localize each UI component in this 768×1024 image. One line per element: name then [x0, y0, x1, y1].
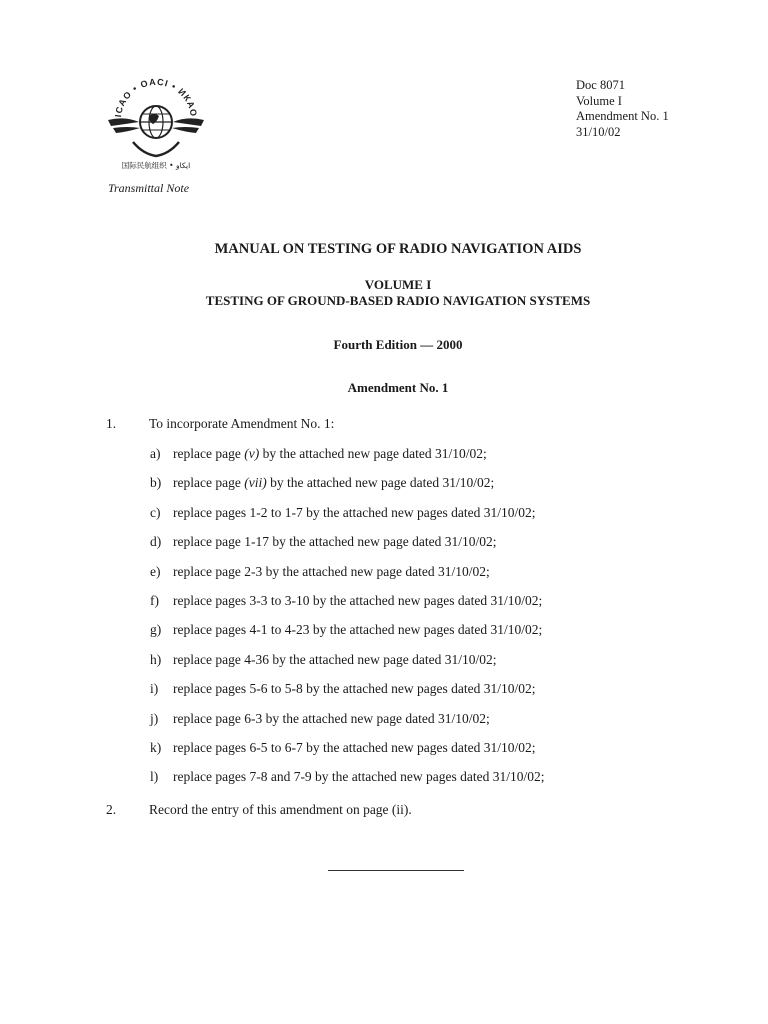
list-item [150, 652, 497, 668]
doc-amendment: Amendment No. 1 [576, 109, 669, 123]
logo-top-text: ICAO • OACI • ИКАО [113, 76, 200, 118]
list-item [150, 681, 536, 697]
section-text-2: Record the entry of this amendment on page (ii). [149, 802, 412, 817]
list-item-text-end: by the attached new page dated 31/10/02; [259, 446, 487, 461]
list-item-text: replace pages 1-2 to 1-7 by the attached new pages dated 31/10/02; [173, 504, 536, 520]
list-item-page-ref: (v) [244, 446, 260, 461]
closing-rule [328, 870, 464, 871]
list-item-label: a) [150, 446, 161, 461]
list-item [150, 769, 545, 785]
section-number-1: 1. [106, 416, 117, 431]
list-item [150, 446, 487, 462]
list-item [150, 740, 536, 756]
list-item-page-ref: (vii) [244, 475, 267, 491]
list-item-text: replace page 2-3 by the attached new page dated 31/10/02; [173, 563, 490, 579]
volume-subtitle: TESTING OF GROUND-BASED RADIO NAVIGATION SYSTEMS [205, 293, 591, 308]
list-item [150, 564, 490, 580]
list-item-label: b) [150, 475, 162, 491]
list-item-label: k) [150, 740, 162, 755]
list-item-label: e) [150, 563, 161, 579]
list-item-text: replace pages 4-1 to 4-23 by the attached new pages dated 31/10/02; [173, 622, 543, 638]
amendment-heading: Amendment No. 1 [347, 380, 449, 395]
list-item-text: replace pages 5-6 to 5-8 by the attached new pages dated 31/10/02; [173, 681, 536, 697]
doc-date: 31/10/02 [576, 124, 621, 139]
list-item-text: replace page [173, 446, 245, 461]
section-text-1: To incorporate Amendment No. 1: [149, 416, 335, 431]
list-item-text: replace page 6-3 by the attached new page dated 31/10/02; [173, 710, 490, 726]
icao-emblem-icon [103, 72, 209, 172]
edition-heading: Fourth Edition — 2000 [333, 337, 463, 352]
list-item-label: j) [150, 710, 159, 726]
list-item-text: replace page 1-17 by the attached new page dated 31/10/02; [173, 534, 497, 550]
list-item-text: replace pages 3-3 to 3-10 by the attached new pages dated 31/10/02; [173, 593, 543, 608]
volume-title: VOLUME I [364, 277, 432, 292]
list-item-label: l) [150, 769, 159, 785]
list-item-label: c) [150, 504, 161, 520]
list-item-text: replace page [173, 475, 245, 491]
list-item-label: d) [150, 534, 162, 550]
svg-text:ICAO • OACI • ИКАО [113, 77, 199, 118]
manual-title: MANUAL ON TESTING OF RADIO NAVIGATION AIDS [214, 241, 582, 257]
list-item-label: g) [150, 622, 162, 638]
list-item-text: replace pages 6-5 to 6-7 by the attached new pages dated 31/10/02; [173, 740, 536, 755]
list-item-text: replace pages 7-8 and 7-9 by the attached new pages dated 31/10/02; [173, 769, 545, 785]
list-item-text-end: by the attached new page dated 31/10/02; [266, 475, 495, 491]
logo-bottom-text: 国际民航组织 • ايكاو [121, 161, 191, 170]
list-item [150, 505, 536, 521]
section-number-2: 2. [106, 802, 117, 817]
list-item [150, 534, 497, 550]
list-item-label: i) [150, 681, 159, 697]
list-item-text: replace page 4-36 by the attached new page dated 31/10/02; [173, 651, 497, 667]
doc-number: Doc 8071 [576, 78, 625, 92]
list-item [150, 475, 494, 491]
list-item-label: f) [150, 593, 159, 608]
list-item [150, 593, 542, 609]
transmittal-note: Transmittal Note [108, 181, 190, 195]
list-item [150, 622, 542, 638]
list-item [150, 711, 490, 727]
doc-volume: Volume I [576, 93, 622, 108]
document-reference [576, 78, 669, 140]
list-item-label: h) [150, 651, 162, 667]
